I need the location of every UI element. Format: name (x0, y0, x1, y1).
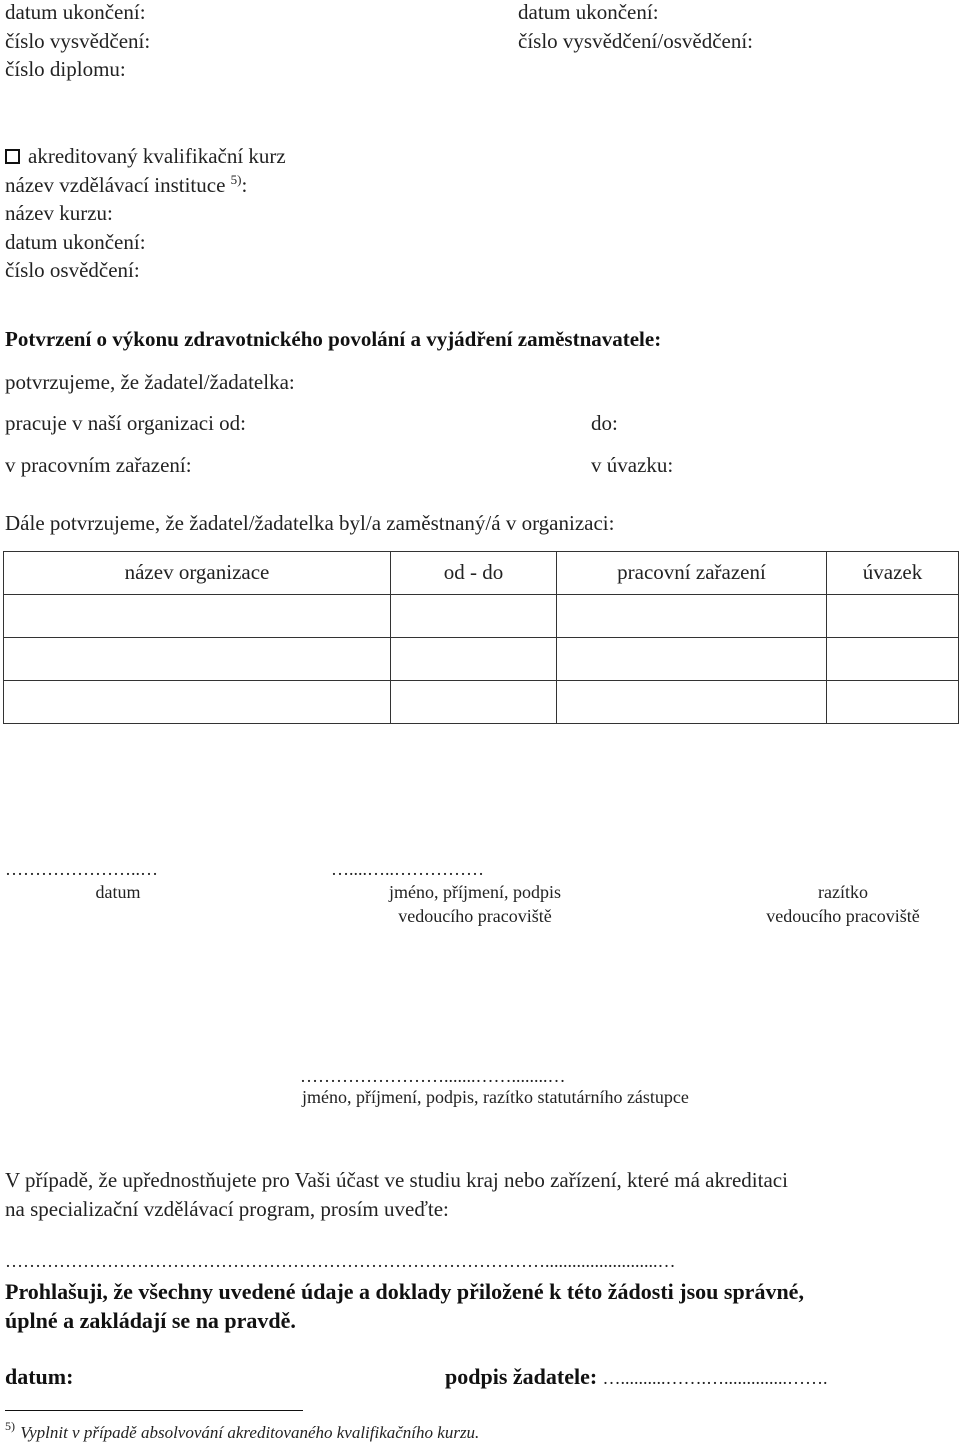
position-label: v pracovním zařazení: (5, 453, 192, 477)
diploma-number-label: číslo diplomu: (5, 57, 126, 81)
table-cell[interactable] (827, 638, 959, 681)
table-row (4, 638, 959, 681)
until-label: do: (591, 411, 618, 435)
footnote-divider (5, 1410, 303, 1411)
course-checkbox-row[interactable] (5, 142, 286, 171)
table-cell[interactable] (4, 681, 391, 724)
table-header-row (4, 552, 959, 595)
table-cell[interactable] (4, 595, 391, 638)
course-section (5, 142, 286, 285)
table-cell[interactable] (557, 638, 827, 681)
head-sign-caption-line1: jméno, příjmení, podpis (389, 882, 561, 902)
course-end-date-label: datum ukončení: (5, 229, 146, 254)
declaration-line1: Prohlašuji, že všechny uvedené údaje a doklady přiložené k této žádosti jsou správné, (5, 1279, 804, 1304)
statutory-dots: …………………….......……........… (300, 1066, 566, 1086)
table-cell[interactable] (557, 595, 827, 638)
footnote-mark: 5) (230, 171, 242, 187)
applicant-signature-label: podpis žadatele: (445, 1364, 598, 1389)
table-cell[interactable] (827, 595, 959, 638)
header-period: od - do (391, 552, 557, 595)
institution-row (5, 171, 286, 200)
table-row (4, 681, 959, 724)
header-workload: úvazek (827, 552, 959, 595)
table-cell[interactable] (4, 638, 391, 681)
header-position: pracovní zařazení (557, 552, 827, 595)
head-sign-caption-line2: vedoucího pracoviště (398, 906, 552, 926)
certificate-number-label: číslo vysvědčení/osvědčení: (518, 28, 754, 53)
course-certificate-label: číslo osvědčení: (5, 258, 140, 282)
table-cell[interactable] (827, 681, 959, 724)
applicant-signature (445, 1362, 827, 1391)
end-date-label: datum ukončení: (518, 0, 659, 24)
stamp-caption (733, 880, 953, 928)
stamp-caption-line1: razítko (818, 882, 868, 902)
workload-label: v úvazku: (591, 453, 674, 477)
top-right-fields (518, 0, 753, 55)
head-sign-dots: …....…..…………… (331, 859, 484, 879)
top-left-fields (5, 0, 150, 84)
preference-text-line2: na specializační vzdělávací program, prosím uveďte: (5, 1197, 449, 1221)
date-caption: datum (95, 882, 141, 902)
further-employment-text: Dále potvrzujeme, že žadatel/žadatelka byl/a zaměstnaný/á v organizaci: (5, 511, 615, 535)
confirm-text: potvrzujeme, že žadatel/žadatelka: (5, 370, 295, 394)
checkbox-icon[interactable] (5, 149, 20, 164)
date-dots: …………………..… (5, 859, 158, 879)
header-organization: název organizace (4, 552, 391, 595)
table-row (4, 595, 959, 638)
table-cell[interactable] (391, 595, 557, 638)
stamp-caption-line2: vedoucího pracoviště (766, 906, 920, 926)
table-cell[interactable] (557, 681, 827, 724)
footnote-mark: 5) (5, 1419, 15, 1433)
end-date-label: datum ukončení: (5, 0, 146, 24)
declaration-date-label: datum: (5, 1364, 74, 1389)
certificate-number-label: číslo vysvědčení: (5, 28, 151, 53)
employment-history-table (3, 551, 959, 724)
footnote-text: Vyplnit v případě absolvování akreditovaného kvalifikačního kurzu. (20, 1423, 480, 1442)
table-cell[interactable] (391, 638, 557, 681)
preference-text-line1: V případě, že upřednostňujete pro Vaši účast ve studiu kraj nebo zařízení, které má akreditaci (5, 1168, 788, 1192)
institution-colon: : (241, 172, 248, 197)
head-sign-caption (340, 880, 610, 928)
institution-label: název vzdělávací instituce (5, 172, 226, 197)
declaration-line2: úplné a zakládají se na pravdě. (5, 1308, 296, 1333)
course-name-label: název kurzu: (5, 201, 113, 225)
footnote (5, 1418, 479, 1445)
preference-dots: ……………………………………………………………………………….........................… (5, 1251, 676, 1271)
course-checkbox-label: akreditovaný kvalifikační kurz (28, 144, 286, 168)
employer-heading: Potvrzení o výkonu zdravotnického povolání a vyjádření zaměstnavatele: (5, 327, 662, 351)
applicant-signature-dots: …..........…….…..............……. (602, 1368, 828, 1388)
statutory-caption: jméno, příjmení, podpis, razítko statutárního zástupce (302, 1087, 689, 1107)
works-since-label: pracuje v naší organizaci od: (5, 411, 247, 435)
table-cell[interactable] (391, 681, 557, 724)
